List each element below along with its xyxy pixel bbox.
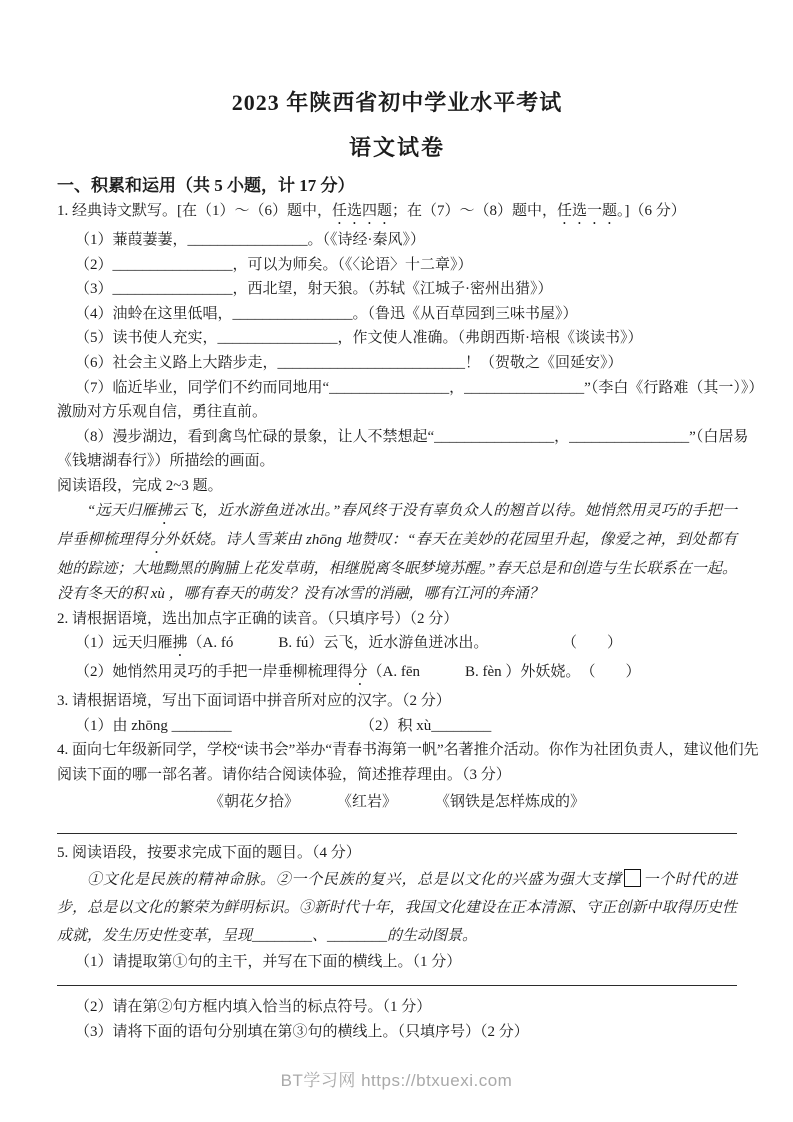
emphasized-text: 拂 [156, 502, 172, 519]
q2-stem: 2. 请根据语境，选出加点字正确的读音。（只填序号）（2 分） [57, 610, 459, 627]
book-title-3: 《钢铁是怎样炼成的》 [435, 793, 586, 810]
text-segment: 外妖娆。诗人雪莱由 zhōng 地赞叹：“春天在美妙的花园里升起，像爱之神，到处都有她的踪迹；大地黝黑的胸脯上花发草萌，相继脱离冬眠梦境苏醒。”春天总是和创造与生长联系在一起。没有冬天的积 xù ，哪有春天的萌发？没有冰雪的消融，哪有江河的奔涌？ [57, 531, 737, 602]
q1-item-4: （4）油蛉在这里低唱，________________。（鲁迅《从百草园到三味书屋》） [75, 305, 578, 322]
emphasized-text: 任选四题 [332, 203, 393, 219]
text-segment: 。]（6 分） [617, 203, 686, 219]
answer-line [57, 985, 737, 986]
q1-item-1: （1）蒹葭萋萋，________________。（《诗经·秦风》） [75, 232, 425, 248]
q1-item-7: （7）临近毕业，同学们不约而同地用“________________，________________”（李白《行路难（其一）》） [75, 379, 764, 396]
q4-stem-line2: 阅读下面的哪一部名著。请你结合阅读体验，简述推荐理由。（3 分） [57, 766, 511, 783]
q1-item-6: （6）社会主义路上大踏步走，_________________________！（贺敬之《回延安》） [75, 354, 623, 371]
q5-sub-1: （1）请提取第①句的主干，并写在下面的横线上。（1 分） [75, 953, 462, 970]
emphasized-text: 分 [352, 664, 368, 681]
q5-sub-3: （3）请将下面的语句分别填在第③句的横线上。（只填序号）（2 分） [75, 1023, 529, 1040]
q3-item-2: （2）积 xù________ [360, 717, 492, 734]
book-title-1: 《朝花夕拾》 [208, 793, 299, 810]
text-segment: ①文化是民族的精神命脉。②一个民族的复兴，总是以文化的兴盛为强大支撑 [87, 871, 622, 888]
q3-items [57, 714, 737, 739]
q1-item-7-continued: 激励对方乐观自信，勇往直前。 [57, 404, 268, 421]
q5-passage [57, 866, 737, 950]
q2-item-2 [57, 660, 737, 689]
q3-item-1: （1）由 zhōng ________ [75, 717, 232, 734]
text-segment: （1）远天归雁 [75, 635, 173, 652]
q1-item-3: （3）________________，西北望，射天狼。（苏轼《江城子·密州出猎》） [75, 281, 553, 298]
section-heading: 一、积累和运用（共 5 小题，计 17 分） [57, 176, 355, 195]
text-segment: 一个时代的进步，总是以文化的繁荣为鲜明标识。③新时代十年，我国文化建设在正本清源、守正创新中取得历史性成就，发生历史性变革，呈现________、________的生动图景。 [57, 871, 737, 944]
q1-item-2: （2）________________，可以为师矣。（《〈论语〉十二章》） [75, 256, 473, 273]
q2-item-1 [57, 631, 737, 660]
footer-watermark: BT学习网 https://btxuexi.com [280, 1071, 513, 1090]
answer-line [57, 833, 737, 834]
reading-intro: 阅读语段，完成 2~3 题。 [57, 477, 223, 494]
q1-stem [57, 199, 737, 228]
text-segment: “远天归雁 [87, 502, 157, 519]
text-segment: （A. fó B. fú）云飞，近水游鱼迸冰出。 [187, 635, 489, 652]
punctuation-box [624, 869, 641, 887]
q1-item-8: （8）漫步湖边，看到禽鸟忙碌的景象，让人不禁想起“________________，________________”（白居易 [75, 428, 749, 445]
q2-item-1-text [75, 631, 488, 660]
emphasized-text: 拂 [172, 635, 188, 652]
emphasized-text: 任选一题 [557, 203, 618, 219]
q5-sub-2: （2）请在第②句方框内填入恰当的标点符号。（1 分） [75, 999, 432, 1016]
book-title-2: 《红岩》 [336, 793, 397, 810]
q2-item-2-text [75, 660, 580, 689]
q5-stem: 5. 阅读语段，按要求完成下面的题目。（4 分） [57, 845, 361, 862]
text-segment: （2）她悄然用灵巧的手把一岸垂柳梳理得 [75, 664, 353, 681]
q1-item-5: （5）读书使人充实，________________，作文使人准确。（弗朗西斯·培根《谈读书》） [75, 330, 643, 347]
reading-passage [57, 499, 737, 607]
text-segment: （A. fēn B. fèn ）外妖娆。 [367, 664, 581, 681]
q3-stem: 3. 请根据语境，写出下面词语中拼音所对应的汉字。（2 分） [57, 693, 451, 710]
doc-title: 2023 年陕西省初中学业水平考试 [231, 90, 563, 115]
answer-bracket: （ ） [580, 664, 641, 681]
text-segment: 1. 经典诗文默写。[在（1）～（6）题中， [57, 203, 332, 219]
text-segment: ；在（7）～（8）题中， [392, 203, 558, 219]
q4-book-options [57, 790, 737, 815]
q1-item-8-continued: 《钱塘湖春行》）所描绘的画面。 [57, 453, 275, 470]
doc-subtitle: 语文试卷 [348, 135, 445, 160]
emphasized-text: 分 [148, 531, 165, 548]
answer-bracket: （ ） [561, 635, 622, 652]
q4-stem-line1: 4. 面向七年级新同学，学校“读书会”举办“青春书海第一帆”名著推介活动。你作为社团负责人，建议他们先 [57, 742, 759, 759]
text-segment: 云飞，近水游鱼迸冰出。”春风终于没有辜负众人的翘首以待。她悄然用灵巧的手把一岸垂柳梳理得 [57, 502, 737, 548]
